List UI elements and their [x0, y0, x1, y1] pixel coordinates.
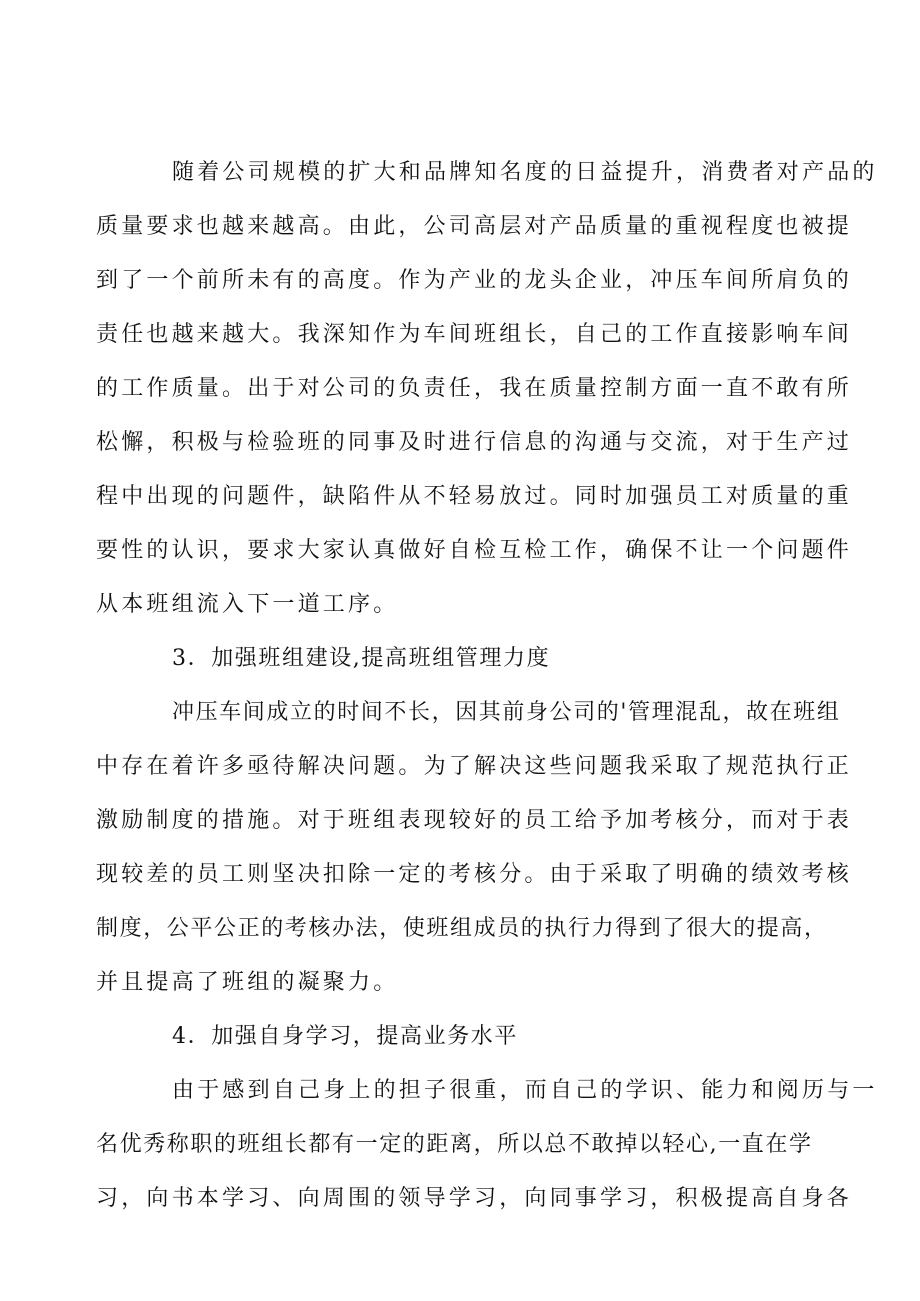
paragraph-line: 冲压车间成立的时间不长，因其前身公司的'管理混乱，故在班组 — [172, 700, 841, 725]
paragraph-line: 由于感到自己身上的担子很重，而自己的学识、能力和阅历与一 — [172, 1078, 878, 1103]
paragraph-line: 质量要求也越来越高。由此，公司高层对产品质量的重视程度也被提 — [96, 214, 853, 239]
paragraph-line: 现较差的员工则坚决扣除一定的考核分。由于采取了明确的绩效考核 — [96, 862, 853, 887]
document-body — [96, 153, 878, 1233]
paragraph-line: 从本班组流入下一道工序。 — [96, 592, 399, 617]
paragraph-line: 随着公司规模的扩大和品牌知名度的日益提升，消费者对产品的 — [172, 160, 878, 185]
paragraph-line: 的工作质量。出于对公司的负责任，我在质量控制方面一直不敢有所 — [96, 376, 853, 401]
paragraph-line: 激励制度的措施。对于班组表现较好的员工给予加考核分，而对于表 — [96, 808, 853, 833]
paragraph-line: 要性的认识，要求大家认真做好自检互检工作，确保不让一个问题件 — [96, 538, 853, 563]
paragraph-line: 并且提高了班组的凝聚力。 — [96, 970, 399, 995]
paragraph-line: 松懈，积极与检验班的同事及时进行信息的沟通与交流，对于生产过 — [96, 430, 853, 455]
paragraph-line: 制度，公平公正的考核办法，使班组成员的执行力得到了很大的提高， — [96, 916, 828, 941]
paragraph-line: 名优秀称职的班组长都有一定的距离，所以总不敢掉以轻心,一直在学 — [96, 1132, 813, 1157]
section-heading: 3．加强班组建设,提高班组管理力度 — [172, 646, 551, 671]
paragraph-line: 中存在着许多亟待解决问题。为了解决这些问题我采取了规范执行正 — [96, 754, 853, 779]
paragraph-line: 程中出现的问题件，缺陷件从不轻易放过。同时加强员工对质量的重 — [96, 484, 853, 509]
paragraph-line: 习，向书本学习、向周围的领导学习，向同事学习，积极提高自身各 — [96, 1186, 853, 1211]
paragraph-line: 责任也越来越大。我深知作为车间班组长，自己的工作直接影响车间 — [96, 322, 853, 347]
paragraph-line: 到了一个前所未有的高度。作为产业的龙头企业，冲压车间所肩负的 — [96, 268, 853, 293]
section-heading: 4．加强自身学习，提高业务水平 — [172, 1024, 518, 1049]
